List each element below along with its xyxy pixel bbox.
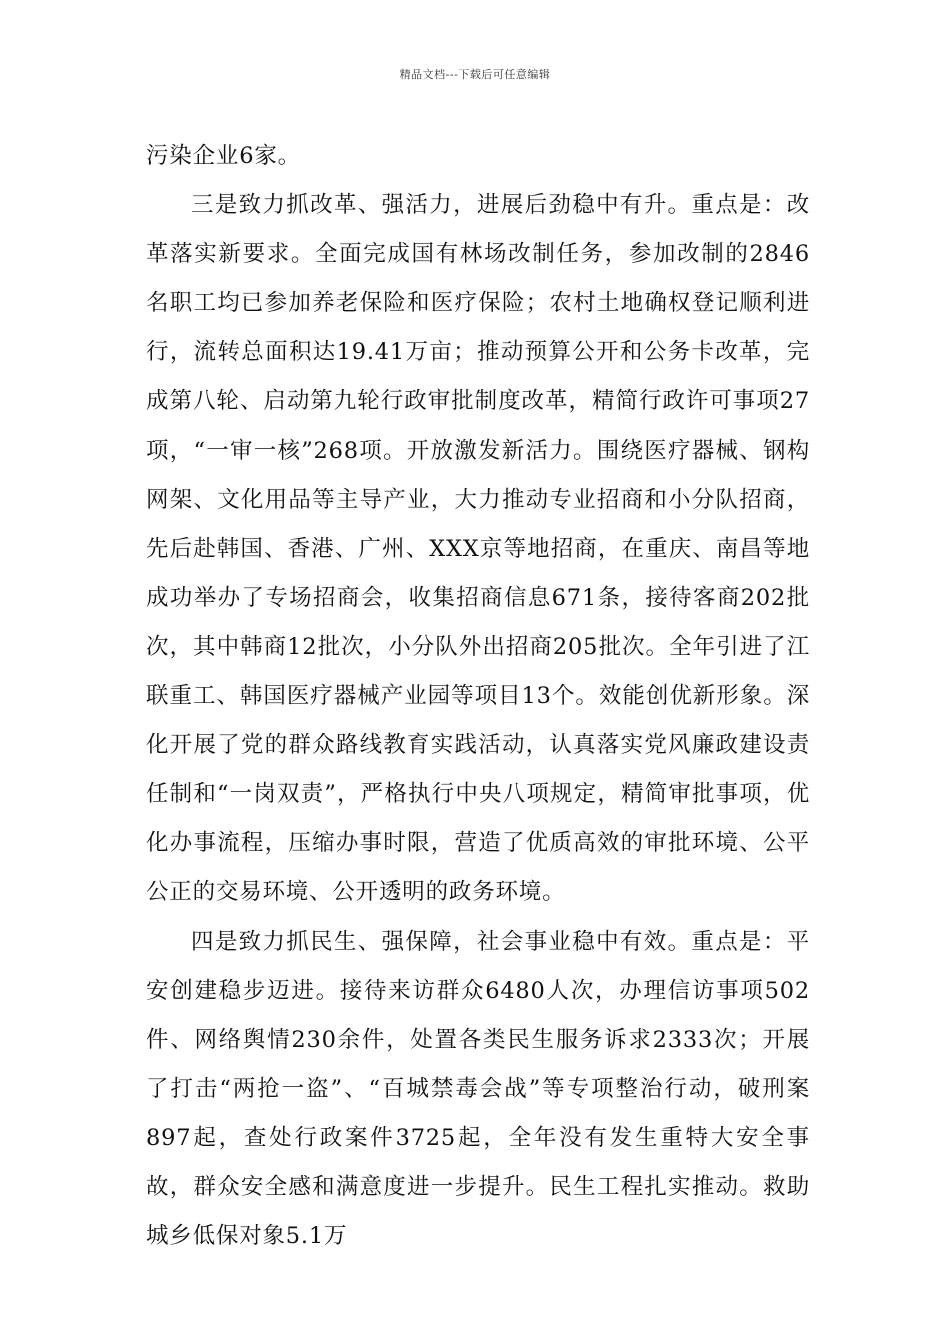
paragraph-reform: 三是致力抓改革、强活力，进展后劲稳中有升。重点是：改革落实新要求。全面完成国有林场改制任务，参加改制的2846名职工均已参加养老保险和医疗保险；农村土地确权登记顺利进行，流转总面积达19.41万亩；推动预算公开和公务卡改革，完成第八轮、启动第九轮行政审批制度改革，精简行政许可事项27项，“一审一核”268项。开放激发新活力。围绕医疗器械、钢构网架、文化用品等主导产业，大力推动专业招商和小分队招商，先后赴韩国、香港、广州、XXX京等地招商，在重庆、南昌等地成功举办了专场招商会，收集招商信息671条，接待客商202批次，其中韩商12批次，小分队外出招商205批次。全年引进了江联重工、韩国医疗器械产业园等项目13个。效能创优新形象。深化开展了党的群众路线教育实践活动，认真落实党风廉政建设责任制和“一岗双责”，严格执行中央八项规定，精简审批事项，优化办事流程，压缩办事时限，营造了优质高效的审批环境、公平公正的交易环境、公开透明的政务环境。 bbox=[146, 192, 810, 906]
paragraph-continuation: 污染企业6家。 bbox=[146, 143, 301, 169]
page-header: 精品文档---下载后可任意编辑 bbox=[399, 68, 551, 81]
paragraph-livelihood: 四是致力抓民生、强保障，社会事业稳中有效。重点是：平安创建稳步迈进。接待来访群众6480人次，办理信访事项502件、网络舆情230余件，处置各类民生服务诉求2333次；开展了打击“两抢一盗”、“百城禁毒会战”等专项整治行动，破刑案897起，查处行政案件3725起，全年没有发生重特大安全事故，群众安全感和满意度进一步提升。民生工程扎实推动。救助城乡低保对象5.1万 bbox=[146, 928, 810, 1250]
document-body bbox=[146, 132, 810, 1261]
